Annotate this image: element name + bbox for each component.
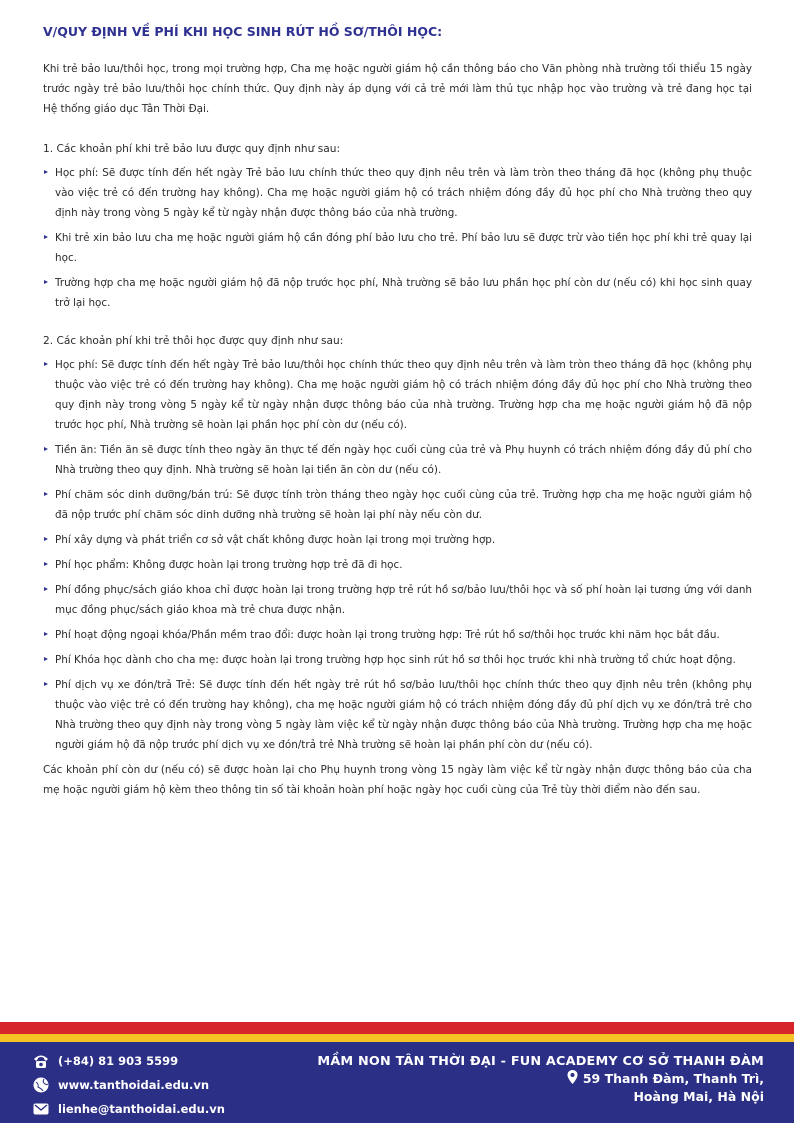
school-info xyxy=(317,1054,764,1106)
email-link[interactable]: lienhe@tanthoidai.edu.vn xyxy=(58,1102,225,1116)
list-item: Học phí: Sẽ được tính đến hết ngày Trẻ bảo lưu chính thức theo quy định nêu trên và làm tròn theo tháng đã học (không phụ thuộc vào việc trẻ có đến trường hay không). Cha mẹ hoặc người giám hộ có trách nhiệm đóng đầy đủ học phí cho Nhà trường theo quy định này trong vòng 5 ngày kể từ ngày nhận được thông báo của nhà trường. xyxy=(43,163,752,223)
list-item: Phí học phẩm: Không được hoàn lại trong trường hợp trẻ đã đi học. xyxy=(43,555,752,575)
section-2-list xyxy=(43,355,752,755)
footer-red-stripe xyxy=(0,1022,794,1034)
website-link[interactable]: www.tanthoidai.edu.vn xyxy=(58,1078,210,1092)
email-icon xyxy=(32,1100,50,1118)
section-1-heading: 1. Các khoản phí khi trẻ bảo lưu được quy định như sau: xyxy=(43,143,341,155)
address xyxy=(317,1070,764,1106)
email-row xyxy=(32,1099,225,1119)
closing-paragraph: Các khoản phí còn dư (nếu có) sẽ được hoàn lại cho Phụ huynh trong vòng 15 ngày làm việc kể từ ngày nhận được thông báo của cha mẹ hoặc người giám hộ kèm theo thông tin số tài khoản hoàn phí hoặc ngày học cuối cùng của Trẻ tùy thời điểm nào đến sau. xyxy=(43,764,752,796)
phone-row xyxy=(32,1051,225,1071)
phone-number[interactable]: (+84) 81 903 5599 xyxy=(58,1054,179,1068)
phone-icon xyxy=(32,1052,50,1070)
list-item: Phí đồng phục/sách giáo khoa chỉ được hoàn lại trong trường hợp trẻ rút hồ sơ/bảo lưu/thôi học và số phí hoàn lại tương ứng với danh mục đồng phục/sách giáo khoa mà trẻ chưa được nhận. xyxy=(43,580,752,620)
footer xyxy=(0,1042,794,1123)
list-item: Trường hợp cha mẹ hoặc người giám hộ đã nộp trước học phí, Nhà trường sẽ bảo lưu phần học phí còn dư (nếu có) khi học sinh quay trở lại học. xyxy=(43,273,752,313)
contact-info xyxy=(32,1051,225,1123)
section-2-heading: 2. Các khoản phí khi trẻ thôi học được quy định như sau: xyxy=(43,335,344,347)
school-name: MẦM NON TÂN THỜI ĐẠI - FUN ACADEMY CƠ SỞ THANH ĐÀM xyxy=(317,1054,764,1069)
intro-paragraph: Khi trẻ bảo lưu/thôi học, trong mọi trường hợp, Cha mẹ hoặc người giám hộ cần thông báo cho Văn phòng nhà trường tối thiểu 15 ngày trước ngày trẻ bảo lưu/thôi học chính thức. Quy định này áp dụng với cả trẻ mới làm thủ tục nhập học vào trường và trẻ đang học tại Hệ thống giáo dục Tân Thời Đại. xyxy=(43,63,752,115)
website-row xyxy=(32,1075,225,1095)
list-item: Tiền ăn: Tiền ăn sẽ được tính theo ngày ăn thực tế đến ngày học cuối cùng của trẻ và Phụ huynh có trách nhiệm đóng đầy đủ phí cho Nhà trường theo quy định. Nhà trường sẽ hoàn lại tiền ăn còn dư (nếu có). xyxy=(43,440,752,480)
list-item: Học phí: Sẽ được tính đến hết ngày Trẻ bảo lưu/thôi học chính thức theo quy định nêu trên và làm tròn theo tháng đã học (không phụ thuộc vào việc trẻ có đến trường hay không). Cha mẹ hoặc người giám hộ có trách nhiệm đóng đầy đủ học phí cho Nhà trường theo quy định này trong vòng 5 ngày kể từ ngày nhận được thông báo của nhà trường. Trường hợp cha mẹ hoặc người giám hộ đã nộp trước học phí, Nhà trường sẽ hoàn lại phần học phí còn dư (nếu có). xyxy=(43,355,752,435)
list-item: Phí hoạt động ngoại khóa/Phần mềm trao đổi: được hoàn lại trong trường hợp: Trẻ rút hồ sơ/thôi học trước khi năm học bắt đầu. xyxy=(43,625,752,645)
section-title: V/QUY ĐỊNH VỀ PHÍ KHI HỌC SINH RÚT HỒ SƠ/THÔI HỌC: xyxy=(43,24,443,39)
footer-yellow-stripe xyxy=(0,1034,794,1042)
address-line-1: 59 Thanh Đàm, Thanh Trì, xyxy=(582,1071,764,1086)
document-body xyxy=(43,24,752,800)
list-item: Khi trẻ xin bảo lưu cha mẹ hoặc người giám hộ cần đóng phí bảo lưu cho trẻ. Phí bảo lưu sẽ được trừ vào tiền học phí khi trẻ quay lại học. xyxy=(43,228,752,268)
list-item: Phí chăm sóc dinh dưỡng/bán trú: Sẽ được tính tròn tháng theo ngày học cuối cùng của trẻ. Trường hợp cha mẹ hoặc người giám hộ đã nộp trước phí chăm sóc dinh dưỡng nhà trường sẽ hoàn lại phí này nếu còn dư. xyxy=(43,485,752,525)
location-pin-icon xyxy=(567,1071,582,1086)
address-line-2: Hoàng Mai, Hà Nội xyxy=(633,1089,764,1104)
section-1-list xyxy=(43,163,752,313)
globe-icon xyxy=(32,1076,50,1094)
list-item: Phí dịch vụ xe đón/trả Trẻ: Sẽ được tính đến hết ngày trẻ rút hồ sơ/bảo lưu/thôi học chính thức theo quy định nêu trên (không phụ thuộc vào việc trẻ có đến trường hay không), cha mẹ hoặc người giám hộ có trách nhiệm đóng đầy đủ phí dịch vụ xe đón/trả trẻ cho Nhà trường theo quy định này trong vòng 5 ngày làm việc kể từ ngày nhận được thông báo của Nhà trường. Trường hợp cha mẹ hoặc người giám hộ đã nộp trước phí dịch vụ xe đón/trả trẻ Nhà trường sẽ hoàn lại phần phí còn dư (nếu có). xyxy=(43,675,752,755)
list-item: Phí xây dựng và phát triển cơ sở vật chất không được hoàn lại trong mọi trường hợp. xyxy=(43,530,752,550)
list-item: Phí Khóa học dành cho cha mẹ: được hoàn lại trong trường hợp học sinh rút hồ sơ thôi học trước khi nhà trường tổ chức hoạt động. xyxy=(43,650,752,670)
